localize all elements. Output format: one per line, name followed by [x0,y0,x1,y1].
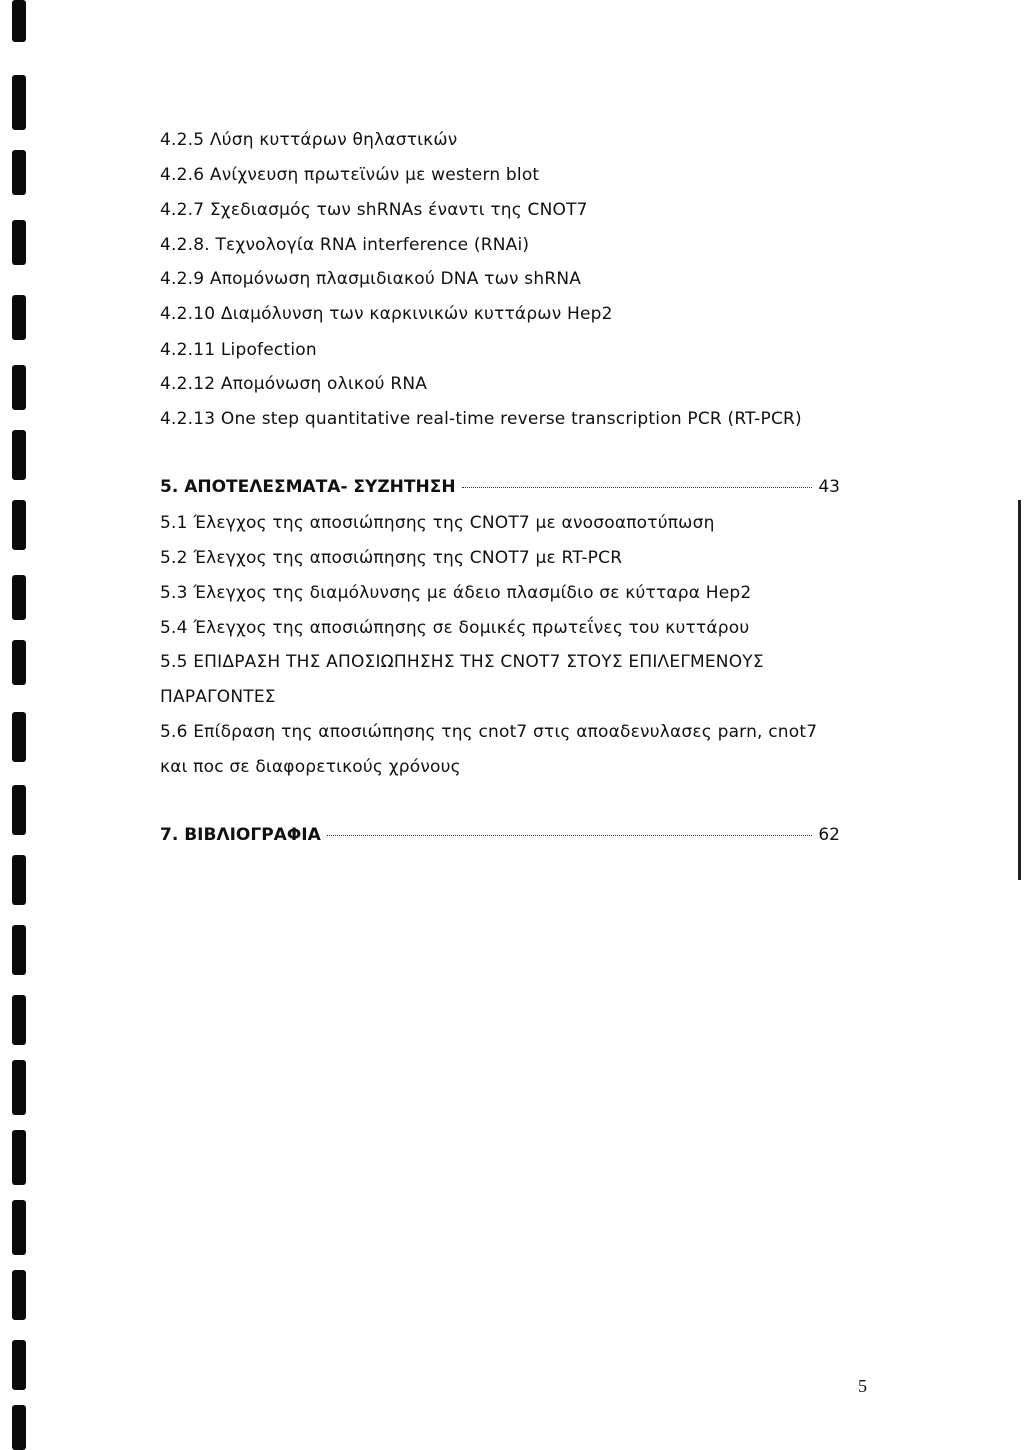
toc-entry-5-1: 5.1 Έλεγχος της αποσιώπησης της CNOT7 με ανοσοαποτύπωση [160,513,715,533]
page-number: 5 [858,1376,867,1396]
toc-entry-5-6: 5.6 Επίδραση της αποσιώπησης της cnot7 στις αποαδενυλασες parn, cnot7 [160,722,818,742]
toc-heading-5 [160,477,840,497]
toc-entry-4-2-7: 4.2.7 Σχεδιασμός των shRNAs έναντι της CNOT7 [160,200,588,220]
binding-mark [12,150,26,195]
toc-heading-7-page: 62 [818,825,840,845]
scan-edge [1018,500,1021,880]
binding-mark [12,220,26,265]
binding-mark [12,295,26,340]
toc-entry-4-2-5: 4.2.5 Λύση κυττάρων θηλαστικών [160,130,458,150]
binding-mark [12,1200,26,1255]
toc-entry-5-5-cont: ΠΑΡΑΓΟΝΤΕΣ [160,687,276,707]
binding-mark [12,1270,26,1320]
binding-mark [12,1060,26,1115]
toc-entry-4-2-13: 4.2.13 One step quantitative real-time reverse transcription PCR (RT-PCR) [160,409,802,429]
binding-mark [12,712,26,762]
toc-entry-5-2: 5.2 Έλεγχος της αποσιώπησης της CNOT7 με RT-PCR [160,548,623,568]
toc-heading-7 [160,825,840,845]
binding-mark [12,500,26,550]
binding-mark [12,0,26,42]
toc-entry-5-3: 5.3 Έλεγχος της διαμόλυνσης με άδειο πλασμίδιο σε κύτταρα Hep2 [160,583,752,603]
binding-mark [12,1130,26,1185]
toc-entry-4-2-9: 4.2.9 Απομόνωση πλασμιδιακού DNA των shRNA [160,269,582,289]
toc-entry-5-5: 5.5 ΕΠΙΔΡΑΣΗ ΤΗΣ ΑΠΟΣΙΩΠΗΣΗΣ ΤΗΣ CNOT7 ΣΤΟΥΣ ΕΠΙΛΕΓΜΕΝΟΥΣ [160,652,764,672]
binding-mark [12,365,26,410]
binding-mark [12,925,26,975]
binding-mark [12,855,26,905]
toc-entry-5-6-cont: και ποc σε διαφορετικούς χρόνους [160,757,461,777]
toc-entry-5-4: 5.4 Έλεγχος της αποσιώπησης σε δομικές πρωτεΐνες του κυττάρου [160,618,750,638]
toc-heading-5-label: 5. ΑΠΟΤΕΛΕΣΜΑΤΑ- ΣΥΖΗΤΗΣΗ [160,477,456,497]
leader-dots [327,835,813,836]
toc-entry-4-2-10: 4.2.10 Διαμόλυνση των καρκινικών κυττάρων Hep2 [160,304,613,324]
binding-mark [12,575,26,620]
toc-entry-4-2-12: 4.2.12 Απομόνωση ολικού RNA [160,374,428,394]
toc-entry-4-2-8: 4.2.8. Τεχνολογία RNA interference (RNAi) [160,235,530,255]
binding-mark [12,1340,26,1390]
binding-mark [12,75,26,130]
leader-dots [462,487,813,488]
toc-heading-5-page: 43 [818,477,840,497]
binding-mark [12,995,26,1045]
toc-entry-4-2-6: 4.2.6 Ανίχνευση πρωτεϊνών με western blot [160,165,540,185]
toc-heading-7-label: 7. ΒΙΒΛΙΟΓΡΑΦΙΑ [160,825,321,845]
binding-mark [12,1405,26,1450]
binding-mark [12,430,26,480]
binding-mark [12,640,26,685]
toc-entry-4-2-11: 4.2.11 Lipofection [160,340,317,360]
binding-mark [12,785,26,835]
